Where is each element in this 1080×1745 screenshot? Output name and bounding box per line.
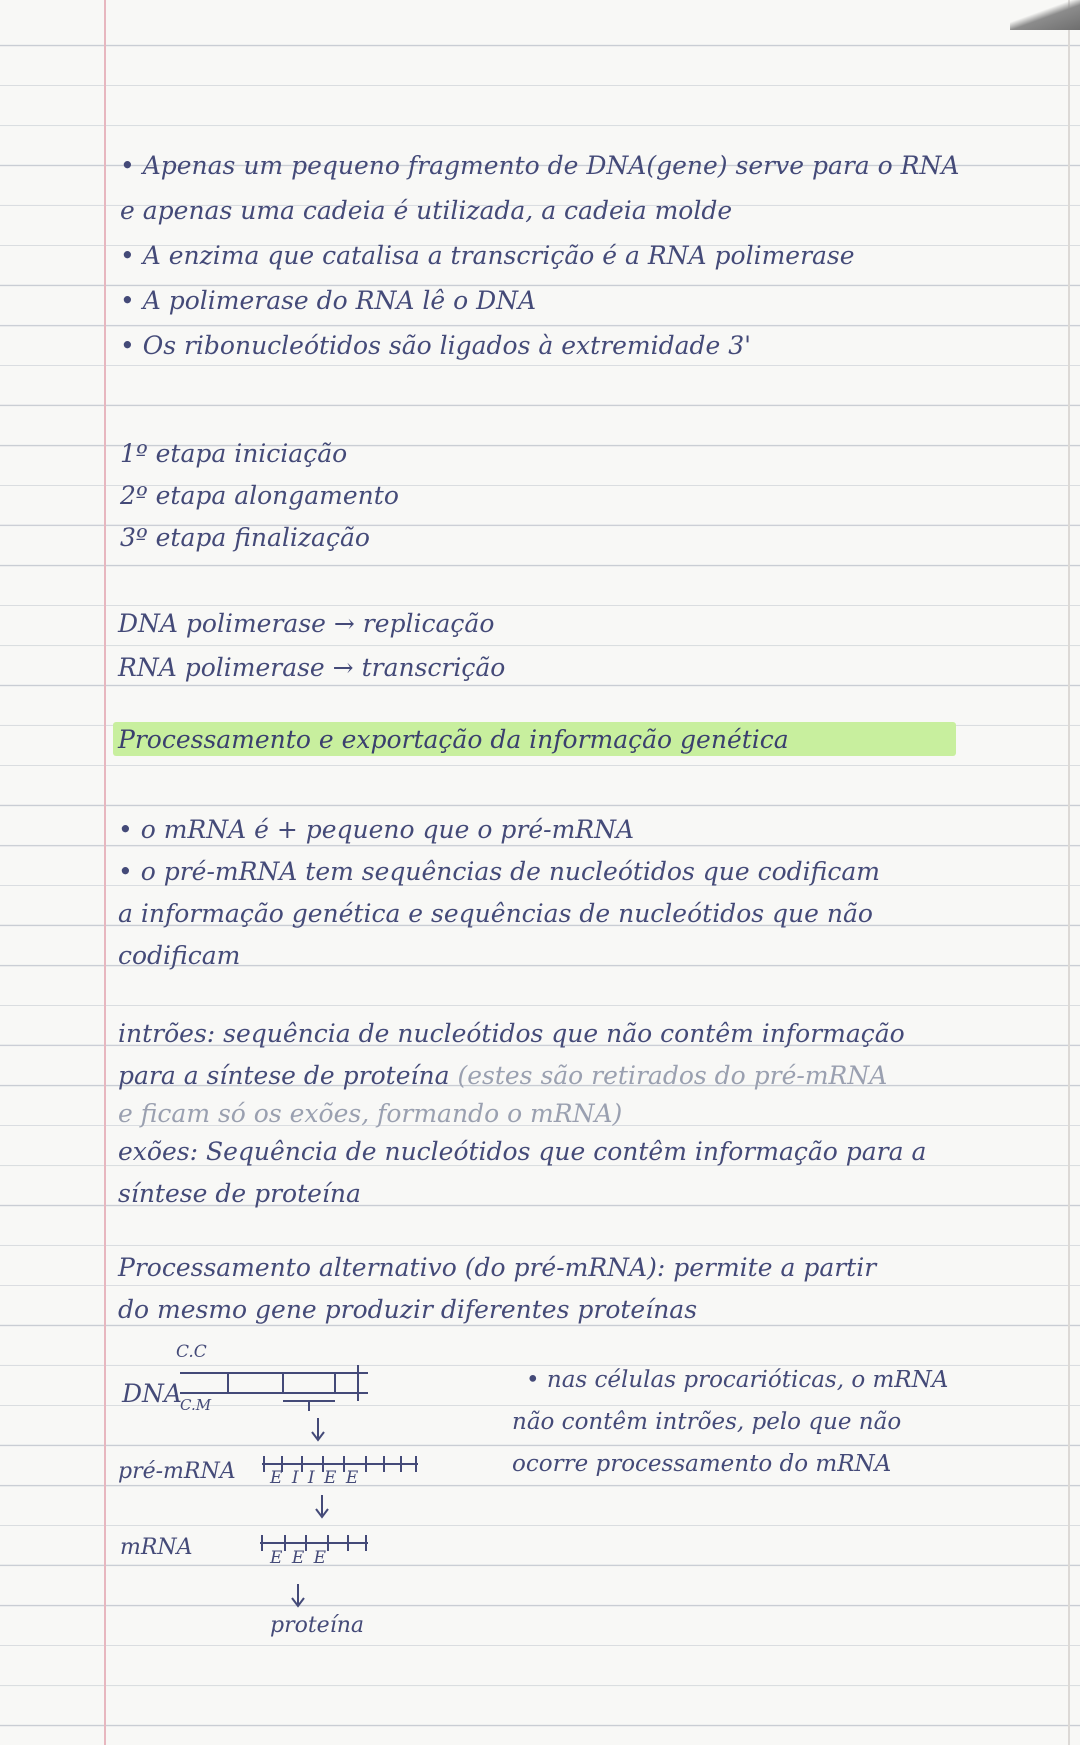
exoes-line-2: síntese de proteína [118, 1179, 361, 1208]
mrna-note-1: • o mRNA é + pequeno que o pré-mRNA [118, 815, 635, 844]
introes-definition-2: para a síntese de proteína [118, 1061, 450, 1090]
alt-processing-line-1: Processamento alternativo (do pré-mRNA): permite a partir [118, 1253, 877, 1282]
label-cadeia-molde: C.M [180, 1396, 212, 1414]
bullet-line-5: • Os ribonucleótidos são ligados à extremidade 3' [120, 331, 752, 360]
exoes-definition-1: Sequência de nucleótidos que contêm informação para a [205, 1137, 927, 1166]
label-dna: DNA [122, 1379, 182, 1408]
mrna-note-3: a informação genética e sequências de nucleótidos que não [118, 899, 873, 928]
introes-aside-2: e ficam só os exões, formando o mRNA) [118, 1099, 623, 1128]
side-note-2: não contêm intrões, pelo que não [512, 1409, 902, 1435]
alt-processing-line-2: do mesmo gene produzir diferentes proteínas [118, 1295, 698, 1324]
label-cadeia-complementar: C.C [176, 1342, 207, 1362]
etapa-3: 3º etapa finalização [120, 523, 370, 552]
mrna-note-2: • o pré-mRNA tem sequências de nucleótidos que codificam [118, 857, 880, 886]
bullet-line-4: • A polimerase do RNA lê o DNA [120, 286, 537, 315]
section-title: Processamento e exportação da informação genética [118, 725, 789, 754]
mrna-note-4: codificam [118, 941, 241, 970]
label-mrna: mRNA [120, 1535, 193, 1560]
mrna-segment-labels: E E E [270, 1548, 329, 1568]
side-note-1: • nas células procarióticas, o mRNA [526, 1367, 949, 1393]
etapa-2: 2º etapa alongamento [120, 481, 399, 510]
polimerase-rna: RNA polimerase → transcrição [118, 653, 506, 682]
side-note-3: ocorre processamento do mRNA [512, 1451, 892, 1477]
bullet-line-1: • Apenas um pequeno fragmento de DNA(gene) serve para o RNA [120, 151, 960, 180]
label-proteina: proteína [270, 1613, 365, 1638]
introes-label: intrões: [118, 1019, 216, 1048]
polimerase-dna: DNA polimerase → replicação [118, 609, 495, 638]
exoes-label: exões: [118, 1137, 198, 1166]
etapa-1: 1º etapa iniciação [120, 439, 348, 468]
label-pre-mrna: pré-mRNA [118, 1459, 236, 1484]
bullet-line-3: • A enzima que catalisa a transcrição é a RNA polimerase [120, 241, 855, 270]
introes-aside-1: (estes são retirados do pré-mRNA [457, 1061, 888, 1090]
pre-mrna-segment-labels: E I I E E [270, 1468, 361, 1488]
bullet-line-2: e apenas uma cadeia é utilizada, a cadeia molde [120, 196, 733, 225]
introes-definition-1: sequência de nucleótidos que não contêm informação [223, 1019, 905, 1048]
